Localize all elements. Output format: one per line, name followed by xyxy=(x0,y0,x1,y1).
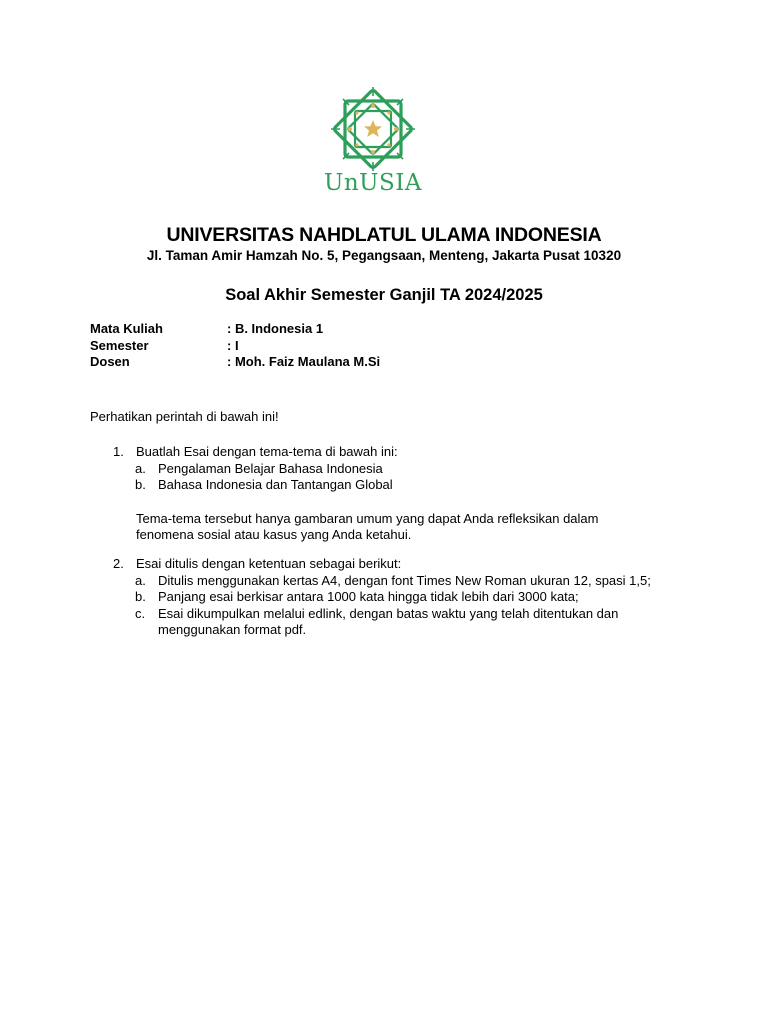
sub-item-text: Panjang esai berkisar antara 1000 kata hingga tidak lebih dari 3000 kata; xyxy=(158,589,579,604)
university-name: UNIVERSITAS NAHDLATUL ULAMA INDONESIA xyxy=(166,224,602,246)
university-address: Jl. Taman Amir Hamzah No. 5, Pegangsaan, Menteng, Jakarta Pusat 10320 xyxy=(146,248,622,263)
question-2 xyxy=(90,556,690,573)
sub-item-letter: a. xyxy=(135,460,146,476)
course-info xyxy=(90,321,380,371)
question-1 xyxy=(90,444,690,461)
sub-item xyxy=(90,573,690,590)
course-value: : B. Indonesia 1 xyxy=(227,321,324,336)
semester-row xyxy=(90,338,380,355)
logo-wordmark: UnUSIA xyxy=(323,170,423,196)
sub-item xyxy=(90,606,690,639)
question-text: Buatlah Esai dengan tema-tema di bawah ini: xyxy=(136,444,398,459)
sub-item-text: Pengalaman Belajar Bahasa Indonesia xyxy=(158,460,383,476)
question-note: Tema-tema tersebut hanya gambaran umum yang dapat Anda refleksikan dalam fenomena sosial atau kasus yang Anda ketahui. xyxy=(136,510,599,542)
lecturer-row xyxy=(90,354,380,371)
instructions-intro: Perhatikan perintah di bawah ini! xyxy=(90,409,279,424)
sub-item-text: Esai dikumpulkan melalui edlink, dengan batas waktu yang telah ditentukan dan menggunakan format pdf. xyxy=(158,605,619,637)
sub-item xyxy=(90,461,690,478)
sub-item xyxy=(90,477,690,494)
question-text: Esai ditulis dengan ketentuan sebagai berikut: xyxy=(136,556,402,571)
exam-title: Soal Akhir Semester Ganjil TA 2024/2025 xyxy=(225,286,543,304)
list-item-2 xyxy=(90,556,690,639)
sub-item-text: Bahasa Indonesia dan Tantangan Global xyxy=(158,477,393,492)
sub-item-letter: b. xyxy=(135,477,146,492)
sub-item xyxy=(90,589,690,606)
list-item-1 xyxy=(90,444,690,544)
question-number: 2. xyxy=(113,556,124,571)
logo-emblem-icon xyxy=(328,84,418,174)
lecturer-value: : Moh. Faiz Maulana M.Si xyxy=(227,354,381,369)
sub-item-text: Ditulis menggunakan kertas A4, dengan font Times New Roman ukuran 12, spasi 1,5; xyxy=(158,572,651,588)
university-logo xyxy=(318,84,428,202)
course-label: Mata Kuliah xyxy=(90,321,163,336)
sub-item-letter: c. xyxy=(135,605,146,621)
instructions xyxy=(90,409,690,637)
sub-item-letter: a. xyxy=(135,572,146,588)
course-row xyxy=(90,321,380,338)
sub-item-letter: b. xyxy=(135,589,146,604)
question-number: 1. xyxy=(113,444,124,459)
semester-value: : I xyxy=(227,337,239,353)
lecturer-label: Dosen xyxy=(90,354,130,369)
semester-label: Semester xyxy=(90,337,149,353)
